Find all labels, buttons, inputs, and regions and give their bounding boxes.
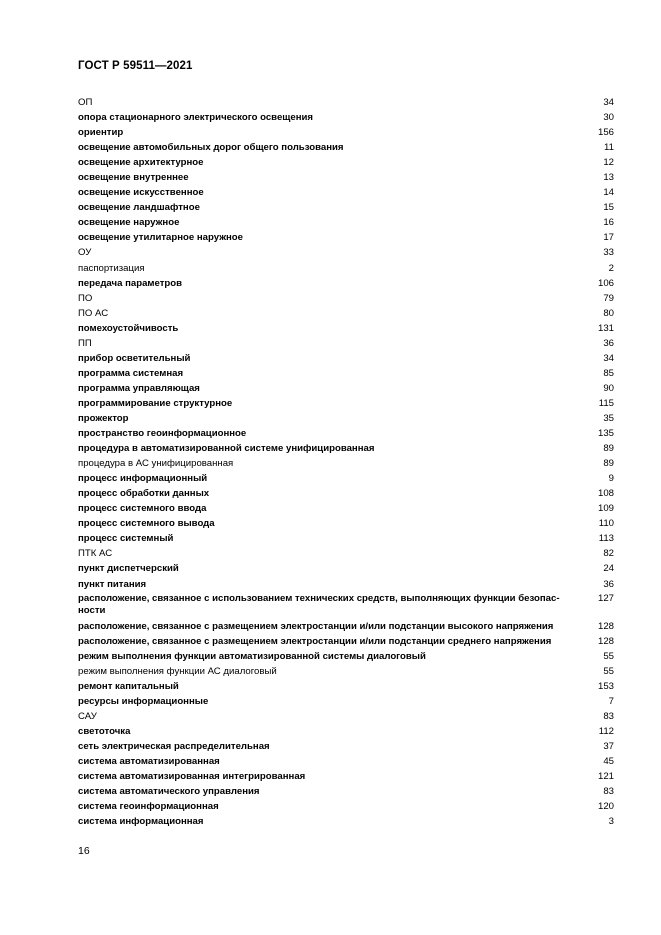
index-page-number: 89 <box>603 458 614 470</box>
index-page-number: 83 <box>603 710 614 722</box>
index-term: ремонт капитальный <box>78 680 179 692</box>
index-term: процесс системного вывода <box>78 518 215 530</box>
index-entry <box>78 215 614 230</box>
index-entry <box>78 95 614 110</box>
index-page-number: 36 <box>603 578 614 590</box>
index-page-number: 55 <box>603 650 614 662</box>
index-term: ПО АС <box>78 307 109 319</box>
index-term <box>78 593 592 617</box>
index-term: процесс обработки данных <box>78 488 210 500</box>
index-entry <box>78 561 614 576</box>
index-entry <box>78 694 614 709</box>
index-term: опора стационарного электрического освещения <box>78 112 314 124</box>
index-page-number: 90 <box>603 382 614 394</box>
index-term: программа системная <box>78 367 184 379</box>
page-number: 16 <box>78 845 90 857</box>
index-term: процедура в автоматизированной системе унифицированная <box>78 443 375 455</box>
index-entry <box>78 754 614 769</box>
index-term: прожектор <box>78 412 129 424</box>
index-page-number: 128 <box>597 620 614 632</box>
index-page-number: 156 <box>597 127 614 139</box>
index-page-number: 131 <box>597 322 614 334</box>
index-term: ПО <box>78 292 93 304</box>
index-entry <box>78 110 614 125</box>
index-entry <box>78 381 614 396</box>
index-entry <box>78 200 614 215</box>
index-entry <box>78 709 614 724</box>
index-page-number: 34 <box>603 97 614 108</box>
index-page-number: 17 <box>603 232 614 244</box>
index-page-number: 109 <box>597 503 614 515</box>
index-page-number: 30 <box>603 112 614 124</box>
index-term: прибор осветительный <box>78 352 191 364</box>
index-entry <box>78 516 614 531</box>
index-page-number: 55 <box>603 665 614 677</box>
index-entry <box>78 664 614 679</box>
index-page-number: 12 <box>603 157 614 169</box>
index-page-number: 13 <box>603 172 614 184</box>
index-term: помехоустойчивость <box>78 322 179 334</box>
index-entry <box>78 140 614 155</box>
index-term: процесс системного ввода <box>78 503 207 515</box>
index-term: программа управляющая <box>78 382 200 394</box>
index-page-number: 83 <box>603 786 614 798</box>
index-term: освещение внутреннее <box>78 172 189 184</box>
index-term: ориентир <box>78 127 124 139</box>
index-term: пункт диспетчерский <box>78 563 179 575</box>
index-term-line: расположение, связанное с использованием технических средств, выполняющих функции безопас- <box>78 592 560 604</box>
index-page-number: 120 <box>597 801 614 813</box>
index-term: освещение наружное <box>78 217 180 229</box>
index-term: режим выполнения функции АС диалоговый <box>78 665 277 677</box>
index-entry <box>78 351 614 366</box>
index-term: система автоматического управления <box>78 786 260 798</box>
index-page-number: 112 <box>598 725 614 737</box>
index-page-number: 35 <box>603 412 614 424</box>
index-page-number: 37 <box>603 740 614 752</box>
index-term: передача параметров <box>78 277 183 289</box>
index-entry <box>78 185 614 200</box>
index-term: освещение искусственное <box>78 187 204 199</box>
index-entry <box>78 546 614 561</box>
index-entry <box>78 306 614 321</box>
index-page-number: 11 <box>604 142 614 154</box>
index-entry <box>78 679 614 694</box>
index-entry <box>78 125 614 140</box>
index-page-number: 79 <box>603 292 614 304</box>
index-term: расположение, связанное с размещением электростанции и/или подстанции среднего напряжения <box>78 635 552 647</box>
index-term: система информационная <box>78 816 204 828</box>
index-page-number: 89 <box>603 443 614 455</box>
index-entry <box>78 501 614 516</box>
index-entry <box>78 531 614 546</box>
index-page-number: 115 <box>598 397 614 409</box>
index-term: режим выполнения функции автоматизированной системы диалоговый <box>78 650 426 662</box>
index-entry <box>78 336 614 351</box>
index-entry <box>78 739 614 754</box>
index-term: процесс информационный <box>78 473 208 485</box>
index-term: процесс системный <box>78 533 174 545</box>
index-page-number: 7 <box>608 695 614 707</box>
index-term: процедура в АС унифицированная <box>78 458 234 470</box>
index-entry <box>78 724 614 739</box>
index-term: освещение архитектурное <box>78 157 204 169</box>
index-page-number: 36 <box>603 337 614 349</box>
index-term: освещение автомобильных дорог общего пользования <box>78 142 344 154</box>
index-term: программирование структурное <box>78 397 233 409</box>
index-page-number: 121 <box>597 771 614 782</box>
term-index <box>78 95 614 829</box>
index-entry <box>78 486 614 501</box>
index-term: пункт питания <box>78 578 147 590</box>
index-term: паспортизация <box>78 262 145 274</box>
index-entry <box>78 276 614 291</box>
index-term: САУ <box>78 710 97 722</box>
index-page-number: 33 <box>603 247 614 259</box>
index-entry <box>78 155 614 170</box>
index-page-number: 80 <box>603 307 614 319</box>
index-entry <box>78 396 614 411</box>
index-entry <box>78 593 614 617</box>
index-term-line: ности <box>78 605 106 617</box>
document-header: ГОСТ Р 59511—2021 <box>78 60 193 72</box>
index-term: ПТК АС <box>78 548 113 560</box>
index-entry <box>78 577 614 592</box>
index-entry <box>78 471 614 486</box>
index-page-number: 113 <box>598 533 614 545</box>
index-term: ОУ <box>78 247 92 259</box>
index-term: система геоинформационная <box>78 801 219 813</box>
index-term: расположение, связанное с размещением электростанции и/или подстанции высокого напряжения <box>78 620 554 632</box>
index-page-number: 3 <box>608 816 614 828</box>
index-term: ПП <box>78 337 92 349</box>
index-page-number: 153 <box>597 680 614 692</box>
index-page-number: 45 <box>603 755 614 767</box>
index-page-number: 127 <box>597 592 614 604</box>
index-entry <box>78 784 614 799</box>
index-entry <box>78 321 614 336</box>
index-page-number: 15 <box>603 202 614 214</box>
index-page-number: 14 <box>603 187 614 199</box>
index-page-number: 2 <box>608 262 614 274</box>
index-page-number: 34 <box>603 352 614 364</box>
index-entry <box>78 649 614 664</box>
index-entry <box>78 261 614 276</box>
index-entry <box>78 814 614 829</box>
index-entry <box>78 170 614 185</box>
index-entry <box>78 769 614 784</box>
index-page-number: 106 <box>597 277 614 289</box>
index-entry <box>78 456 614 471</box>
index-term: ОП <box>78 97 93 108</box>
index-page-number: 128 <box>597 635 614 647</box>
index-page-number: 108 <box>597 488 614 500</box>
index-page-number: 16 <box>603 217 614 229</box>
index-entry <box>78 245 614 260</box>
index-page-number: 110 <box>598 518 614 530</box>
index-entry <box>78 634 614 649</box>
index-entry <box>78 426 614 441</box>
index-page-number: 24 <box>603 563 614 575</box>
index-entry <box>78 291 614 306</box>
index-term: сеть электрическая распределительная <box>78 740 270 752</box>
index-term: освещение утилитарное наружное <box>78 232 244 244</box>
index-entry <box>78 441 614 456</box>
index-term: освещение ландшафтное <box>78 202 200 214</box>
index-entry <box>78 799 614 814</box>
index-term: светоточка <box>78 725 131 737</box>
index-entry <box>78 366 614 381</box>
index-entry <box>78 619 614 634</box>
index-entry <box>78 411 614 426</box>
index-page-number: 82 <box>603 548 614 560</box>
index-term: пространство геоинформационное <box>78 428 247 440</box>
index-term: ресурсы информационные <box>78 695 209 707</box>
index-page-number: 135 <box>597 428 614 440</box>
index-page-number: 9 <box>608 473 614 485</box>
index-term: система автоматизированная интегрированная <box>78 771 306 782</box>
index-page-number: 85 <box>603 367 614 379</box>
index-term: система автоматизированная <box>78 755 220 767</box>
index-entry <box>78 230 614 245</box>
